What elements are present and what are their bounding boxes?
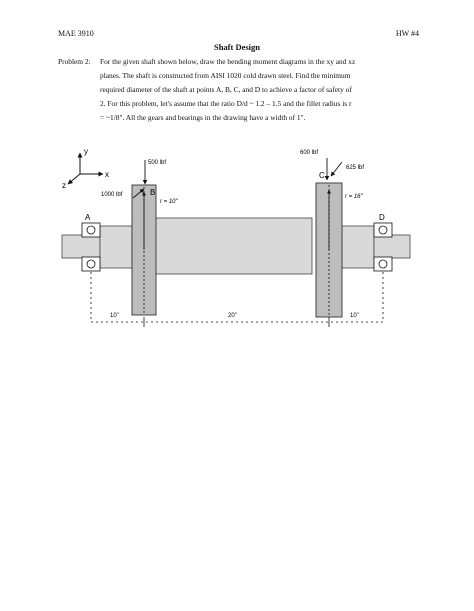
homework-number: HW #4 xyxy=(395,29,419,38)
course-number: MAE 3910 xyxy=(58,29,94,38)
shaft-step-right xyxy=(342,226,374,268)
problem-line: For the given shaft shown below, draw the bending moment diagrams in the xy and xz xyxy=(100,57,356,66)
point-b-label: B xyxy=(150,188,156,197)
problem-line: required diameter of the shaft at points A, B, C, and D to achieve a factor of safety of xyxy=(100,85,352,95)
axis-x-label: x xyxy=(105,170,109,179)
dimension-middle-label: 20" xyxy=(228,313,237,319)
problem-line: 2. For this problem, let's assume that the ratio D/d ~ 1.2 – 1.5 and the fillet radius is r xyxy=(100,99,352,109)
dimension-line xyxy=(91,317,383,327)
force-b-vertical-label: 500 lbf xyxy=(148,160,167,166)
radius-c-label: r = 16" xyxy=(345,194,363,200)
shaft-end-left xyxy=(62,235,100,258)
dimension-left-label: 10" xyxy=(110,313,119,319)
point-d-label: D xyxy=(379,213,385,222)
problem-line: planes. The shaft is constructed from AISI 1020 cold drawn steel. Find the minimum xyxy=(100,71,351,81)
page-title: Shaft Design xyxy=(213,42,261,52)
problem-line: = ~1/8". All the gears and bearings in the drawing have a width of 1". xyxy=(100,113,306,123)
force-c-angled-arrow xyxy=(331,162,342,176)
force-b-horizontal-label: 1000 lbf xyxy=(101,192,123,198)
shaft xyxy=(62,218,410,274)
force-c-vertical-label: 600 lbf xyxy=(300,150,319,156)
shaft-step-left xyxy=(100,226,132,268)
shaft-end-right xyxy=(374,235,410,258)
point-a-label: A xyxy=(85,213,91,222)
shaft-middle-section xyxy=(132,218,312,274)
axis-z-label: z xyxy=(62,181,66,190)
problem-label: Problem 2: xyxy=(58,57,91,66)
radius-b-label: r = 10" xyxy=(160,199,178,205)
point-c-label: C xyxy=(319,171,325,180)
axis-y-label: y xyxy=(84,147,88,156)
coordinate-axes xyxy=(62,147,109,190)
force-c-angled-label: 625 lbf xyxy=(346,165,365,171)
dimension-right-label: 10" xyxy=(350,313,359,319)
